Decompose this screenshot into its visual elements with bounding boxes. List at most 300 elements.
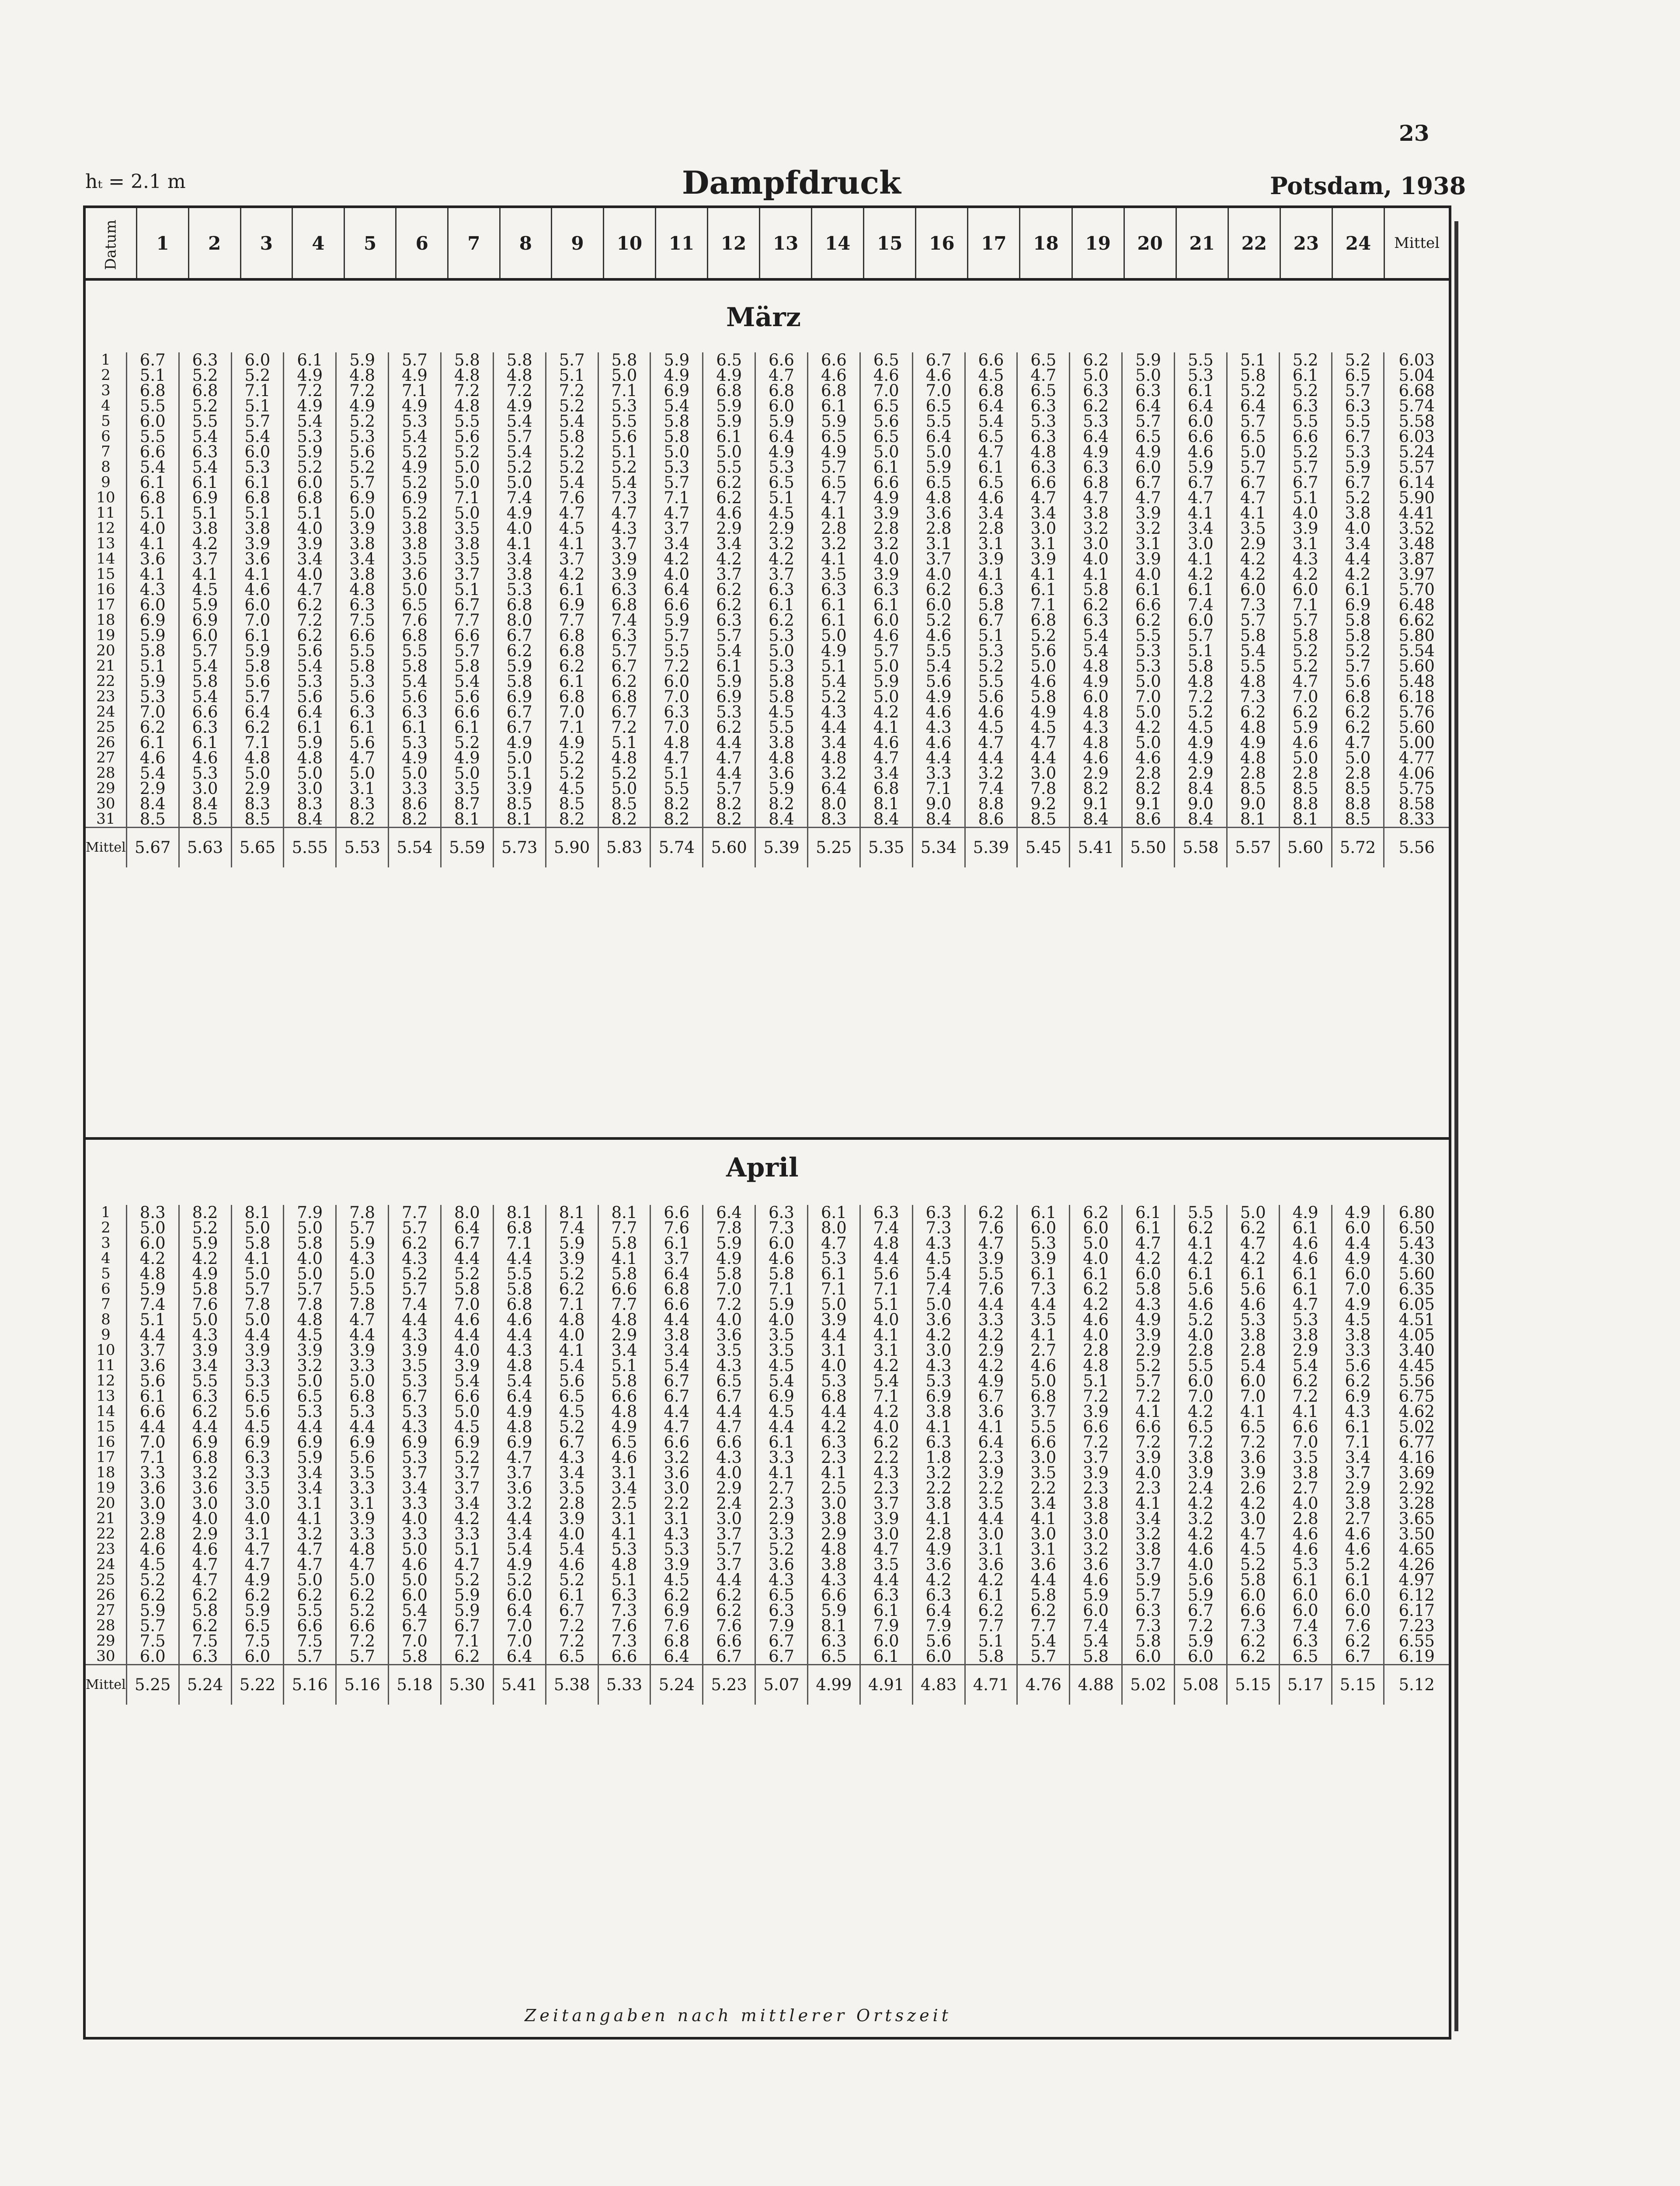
table-row <box>86 505 1449 521</box>
value-cell: 6.1 <box>389 720 441 735</box>
value-cell: 4.5 <box>1332 1312 1384 1327</box>
value-cell: 6.0 <box>1279 1587 1332 1603</box>
value-cell: 6.0 <box>912 597 965 613</box>
section-divider <box>86 1137 1449 1140</box>
value-cell: 5.5 <box>965 1266 1017 1281</box>
date-cell: 3 <box>86 383 126 398</box>
value-cell: 5.6 <box>912 674 965 689</box>
value-cell: 4.6 <box>1070 750 1122 766</box>
value-cell: 5.9 <box>860 674 912 689</box>
value-cell: 3.2 <box>1070 521 1122 536</box>
value-cell: 7.2 <box>441 383 493 398</box>
value-cell: 3.1 <box>231 1526 284 1542</box>
value-cell: 3.9 <box>860 1511 912 1526</box>
table-row <box>86 643 1449 658</box>
hourly-mean-cell: 5.33 <box>598 1665 650 1705</box>
value-cell: 4.9 <box>1227 735 1279 750</box>
daily-mean-cell: 5.60 <box>1398 1264 1435 1283</box>
value-cell: 5.2 <box>965 658 1017 674</box>
value-cell: 4.7 <box>1122 1236 1175 1251</box>
hourly-mean-cell: 5.38 <box>546 1665 598 1705</box>
value-cell: 5.0 <box>336 1266 389 1281</box>
value-cell: 4.2 <box>1174 1526 1227 1542</box>
value-cell: 5.6 <box>1332 674 1384 689</box>
value-cell: 8.2 <box>703 796 755 811</box>
value-cell: 7.9 <box>284 1205 336 1220</box>
value-cell: 6.1 <box>860 597 912 613</box>
value-cell: 8.3 <box>807 811 860 828</box>
daily-mean-cell: 5.43 <box>1398 1234 1435 1253</box>
date-cell: 15 <box>86 567 126 582</box>
value-cell: 4.8 <box>231 750 284 766</box>
value-cell: 5.6 <box>1174 1572 1227 1587</box>
value-cell: 2.9 <box>598 1327 650 1343</box>
value-cell: 4.5 <box>965 720 1017 735</box>
value-cell: 6.8 <box>126 383 179 398</box>
value-cell: 6.1 <box>126 1389 179 1404</box>
hour-header: 7 <box>448 208 500 279</box>
value-cell: 4.1 <box>860 720 912 735</box>
value-cell: 4.3 <box>389 1327 441 1343</box>
value-cell: 6.9 <box>546 597 598 613</box>
value-cell: 7.0 <box>126 704 179 720</box>
value-cell: 6.1 <box>336 720 389 735</box>
value-cell: 3.3 <box>336 1358 389 1373</box>
value-cell: 6.6 <box>703 1434 755 1450</box>
value-cell: 2.2 <box>965 1480 1017 1496</box>
value-cell: 8.0 <box>807 1220 860 1236</box>
value-cell: 4.6 <box>598 1450 650 1465</box>
date-cell: 13 <box>86 536 126 551</box>
place-year: Potsdam, 1938 <box>1270 172 1466 200</box>
value-cell: 7.8 <box>336 1205 389 1220</box>
hourly-mean-cell: 5.12 <box>1384 1665 1449 1705</box>
value-cell: 6.1 <box>546 1587 598 1603</box>
value-cell: 2.9 <box>1332 1480 1384 1496</box>
value-cell: 7.4 <box>1279 1618 1332 1633</box>
value-cell: 5.8 <box>389 1649 441 1665</box>
value-cell: 6.7 <box>755 1633 808 1649</box>
value-cell: 4.6 <box>493 1312 546 1327</box>
value-cell: 6.6 <box>179 704 231 720</box>
value-cell: 5.4 <box>1279 1358 1332 1373</box>
value-cell: 7.4 <box>860 1220 912 1236</box>
value-cell: 7.1 <box>441 490 493 505</box>
value-cell: 6.0 <box>1122 459 1175 475</box>
value-cell: 3.9 <box>336 1511 389 1526</box>
value-cell: 3.8 <box>912 1404 965 1419</box>
value-cell: 4.8 <box>860 1236 912 1251</box>
value-cell: 5.4 <box>1070 1633 1122 1649</box>
value-cell: 4.6 <box>1332 1542 1384 1557</box>
value-cell: 5.3 <box>1070 414 1122 429</box>
value-cell: 5.3 <box>807 1251 860 1266</box>
value-cell: 6.2 <box>1332 1633 1384 1649</box>
value-cell: 6.1 <box>284 352 336 368</box>
value-cell: 7.4 <box>912 1281 965 1297</box>
value-cell: 7.4 <box>1070 1618 1122 1633</box>
value-cell: 5.1 <box>755 490 808 505</box>
value-cell: 7.6 <box>650 1220 703 1236</box>
value-cell: 7.3 <box>598 490 650 505</box>
value-cell: 6.6 <box>598 1649 650 1665</box>
value-cell: 5.2 <box>1332 1557 1384 1572</box>
value-cell: 5.3 <box>807 1373 860 1389</box>
value-cell: 3.8 <box>912 1496 965 1511</box>
table-row <box>86 1281 1449 1297</box>
value-cell: 6.7 <box>1332 475 1384 490</box>
value-cell: 5.9 <box>284 735 336 750</box>
date-cell: 10 <box>86 490 126 505</box>
hour-header: 2 <box>188 208 240 279</box>
value-cell: 3.9 <box>807 1312 860 1327</box>
value-cell: 4.9 <box>912 1542 965 1557</box>
value-cell: 6.3 <box>1279 398 1332 414</box>
value-cell: 6.1 <box>860 459 912 475</box>
value-cell: 3.5 <box>389 551 441 567</box>
value-cell: 4.9 <box>389 459 441 475</box>
hourly-mean-cell: 5.07 <box>755 1665 808 1705</box>
value-cell: 5.2 <box>1227 383 1279 398</box>
value-cell: 3.4 <box>1122 1511 1175 1526</box>
value-cell: 5.7 <box>1332 658 1384 674</box>
value-cell: 6.3 <box>336 597 389 613</box>
value-cell: 5.3 <box>965 643 1017 658</box>
value-cell: 4.4 <box>965 1511 1017 1526</box>
value-cell: 3.3 <box>755 1450 808 1465</box>
value-cell: 5.7 <box>336 1649 389 1665</box>
value-cell: 3.4 <box>650 1343 703 1358</box>
hourly-mean-cell: 5.22 <box>231 1665 284 1705</box>
value-cell: 6.1 <box>1279 1220 1332 1236</box>
value-cell: 4.7 <box>1122 490 1175 505</box>
value-cell: 4.3 <box>912 720 965 735</box>
value-cell: 5.9 <box>703 674 755 689</box>
date-cell: 27 <box>86 1603 126 1618</box>
hourly-mean-cell: 5.90 <box>546 828 598 868</box>
value-cell: 5.1 <box>1174 643 1227 658</box>
daily-mean-cell: 5.48 <box>1398 672 1435 691</box>
value-cell: 7.1 <box>1332 1434 1384 1450</box>
value-cell: 7.2 <box>1070 1389 1122 1404</box>
value-cell: 4.8 <box>1227 750 1279 766</box>
value-cell: 4.7 <box>284 1557 336 1572</box>
value-cell: 4.3 <box>807 1572 860 1587</box>
value-cell: 2.3 <box>965 1450 1017 1465</box>
value-cell: 3.8 <box>1070 1496 1122 1511</box>
value-cell: 3.0 <box>1017 1450 1070 1465</box>
value-cell: 2.8 <box>1122 766 1175 781</box>
value-cell: 3.6 <box>912 1557 965 1572</box>
value-cell: 6.3 <box>807 1434 860 1450</box>
value-cell: 4.3 <box>389 1419 441 1434</box>
value-cell: 6.0 <box>912 1649 965 1665</box>
value-cell: 7.0 <box>650 689 703 704</box>
daily-mean-cell: 4.06 <box>1398 764 1435 783</box>
value-cell: 5.2 <box>336 459 389 475</box>
value-cell: 4.1 <box>912 1419 965 1434</box>
value-cell: 5.8 <box>179 1281 231 1297</box>
value-cell: 6.3 <box>650 704 703 720</box>
value-cell: 6.0 <box>493 1587 546 1603</box>
value-cell: 6.2 <box>284 1587 336 1603</box>
value-cell: 3.9 <box>126 1511 179 1526</box>
footer-note: Zeitangaben nach mittlerer Ortszeit <box>525 2006 952 2025</box>
value-cell: 6.4 <box>493 1603 546 1618</box>
hourly-mean-cell: 5.58 <box>1174 828 1227 868</box>
hourly-mean-cell: 5.17 <box>1279 1665 1332 1705</box>
date-cell: 14 <box>86 1404 126 1419</box>
value-cell: 4.6 <box>912 368 965 383</box>
daily-mean-cell: 3.50 <box>1398 1525 1435 1543</box>
value-cell: 5.3 <box>598 398 650 414</box>
value-cell: 5.8 <box>1017 689 1070 704</box>
value-cell: 4.8 <box>336 368 389 383</box>
table-row <box>86 521 1449 536</box>
value-cell: 6.1 <box>755 597 808 613</box>
value-cell: 6.7 <box>912 352 965 368</box>
value-cell: 2.6 <box>1227 1480 1279 1496</box>
value-cell: 6.1 <box>1227 1266 1279 1281</box>
value-cell: 5.4 <box>284 658 336 674</box>
value-cell: 6.2 <box>965 1205 1017 1220</box>
value-cell: 5.0 <box>860 444 912 459</box>
value-cell: 3.3 <box>231 1465 284 1480</box>
month-title-maerz: März <box>726 302 801 333</box>
value-cell: 6.6 <box>755 352 808 368</box>
value-cell: 4.7 <box>179 1572 231 1587</box>
hourly-mean-cell: 5.83 <box>598 828 650 868</box>
value-cell: 5.6 <box>860 1266 912 1281</box>
value-cell: 6.4 <box>493 1389 546 1404</box>
value-cell: 7.8 <box>231 1297 284 1312</box>
value-cell: 5.1 <box>965 628 1017 643</box>
value-cell: 3.6 <box>231 551 284 567</box>
value-cell: 4.7 <box>860 750 912 766</box>
value-cell: 4.6 <box>1174 1542 1227 1557</box>
date-cell: 11 <box>86 505 126 521</box>
value-cell: 5.0 <box>284 1266 336 1281</box>
value-cell: 6.2 <box>546 658 598 674</box>
value-cell: 5.8 <box>965 597 1017 613</box>
table-frame <box>83 205 1451 2040</box>
value-cell: 6.3 <box>755 582 808 597</box>
value-cell: 4.7 <box>1017 368 1070 383</box>
value-cell: 5.3 <box>284 429 336 444</box>
value-cell: 8.1 <box>860 796 912 811</box>
value-cell: 6.3 <box>1122 1603 1175 1618</box>
hourly-mean-cell: 5.02 <box>1122 1665 1175 1705</box>
value-cell: 5.3 <box>231 1373 284 1389</box>
value-cell: 3.4 <box>807 735 860 750</box>
value-cell: 7.2 <box>650 658 703 674</box>
value-cell: 3.8 <box>1174 1450 1227 1465</box>
value-cell: 2.4 <box>703 1496 755 1511</box>
value-cell: 5.5 <box>650 781 703 796</box>
value-cell: 3.9 <box>1017 1251 1070 1266</box>
value-cell: 8.2 <box>546 811 598 828</box>
value-cell: 5.4 <box>598 475 650 490</box>
value-cell: 6.8 <box>650 1633 703 1649</box>
daily-mean-cell: 6.55 <box>1398 1632 1435 1650</box>
value-cell: 4.0 <box>1332 521 1384 536</box>
value-cell: 5.2 <box>493 459 546 475</box>
value-cell: 4.0 <box>389 1511 441 1526</box>
value-cell: 6.8 <box>179 383 231 398</box>
value-cell: 7.2 <box>1174 689 1227 704</box>
daily-mean-cell: 3.65 <box>1398 1509 1435 1528</box>
table-row <box>86 1633 1449 1649</box>
value-cell: 3.4 <box>493 1526 546 1542</box>
value-cell: 5.6 <box>389 689 441 704</box>
value-cell: 5.6 <box>126 1373 179 1389</box>
value-cell: 5.4 <box>965 414 1017 429</box>
value-cell: 5.0 <box>598 781 650 796</box>
value-cell: 6.1 <box>1279 1266 1332 1281</box>
value-cell: 3.0 <box>860 1526 912 1542</box>
value-cell: 4.4 <box>179 1419 231 1434</box>
value-cell: 6.0 <box>860 1633 912 1649</box>
value-cell: 3.7 <box>493 1465 546 1480</box>
value-cell: 4.8 <box>807 1542 860 1557</box>
value-cell: 5.3 <box>755 658 808 674</box>
value-cell: 4.5 <box>441 1419 493 1434</box>
value-cell: 4.8 <box>336 582 389 597</box>
value-cell: 6.5 <box>912 398 965 414</box>
value-cell: 3.2 <box>807 766 860 781</box>
value-cell: 5.2 <box>755 1542 808 1557</box>
hourly-mean-cell: 5.41 <box>493 1665 546 1705</box>
value-cell: 6.3 <box>965 582 1017 597</box>
value-cell: 4.7 <box>284 582 336 597</box>
table-row <box>86 444 1449 459</box>
daily-mean-cell: 5.24 <box>1398 442 1435 461</box>
value-cell: 5.4 <box>650 398 703 414</box>
value-cell: 6.8 <box>650 1281 703 1297</box>
table-row <box>86 398 1449 414</box>
value-cell: 6.5 <box>1122 429 1175 444</box>
value-cell: 7.7 <box>546 613 598 628</box>
value-cell: 8.8 <box>1279 796 1332 811</box>
page-number: 23 <box>1399 120 1430 146</box>
value-cell: 4.7 <box>965 735 1017 750</box>
table-row <box>86 536 1449 551</box>
value-cell: 5.3 <box>126 689 179 704</box>
date-cell: 26 <box>86 1587 126 1603</box>
value-cell: 6.0 <box>1174 1649 1227 1665</box>
value-cell: 4.5 <box>650 1572 703 1587</box>
value-cell: 5.2 <box>546 750 598 766</box>
value-cell: 3.1 <box>965 536 1017 551</box>
value-cell: 6.4 <box>807 781 860 796</box>
value-cell: 5.9 <box>755 1297 808 1312</box>
value-cell: 4.8 <box>441 398 493 414</box>
value-cell: 5.8 <box>441 1281 493 1297</box>
hourly-mean-cell: 5.35 <box>860 828 912 868</box>
value-cell: 4.6 <box>965 704 1017 720</box>
table-row <box>86 766 1449 781</box>
value-cell: 7.0 <box>546 704 598 720</box>
value-cell: 8.1 <box>807 1618 860 1633</box>
value-cell: 4.4 <box>650 1312 703 1327</box>
value-cell: 6.8 <box>546 643 598 658</box>
value-cell: 3.5 <box>441 551 493 567</box>
value-cell: 3.8 <box>650 1327 703 1343</box>
value-cell: 5.7 <box>1017 1649 1070 1665</box>
value-cell: 4.8 <box>1070 658 1122 674</box>
value-cell: 6.5 <box>1017 352 1070 368</box>
value-cell: 4.6 <box>179 750 231 766</box>
value-cell: 6.1 <box>231 628 284 643</box>
value-cell: 3.8 <box>493 567 546 582</box>
value-cell: 7.7 <box>598 1297 650 1312</box>
value-cell: 6.3 <box>860 1587 912 1603</box>
value-cell: 5.2 <box>1279 444 1332 459</box>
table-row <box>86 1220 1449 1236</box>
value-cell: 4.2 <box>1227 1251 1279 1266</box>
value-cell: 3.7 <box>441 1465 493 1480</box>
value-cell: 5.8 <box>1070 1649 1122 1665</box>
value-cell: 5.7 <box>493 429 546 444</box>
value-cell: 4.0 <box>860 551 912 567</box>
value-cell: 2.8 <box>1332 766 1384 781</box>
value-cell: 6.6 <box>1122 1419 1175 1434</box>
date-cell: 5 <box>86 414 126 429</box>
value-cell: 4.5 <box>755 1358 808 1373</box>
value-cell: 5.7 <box>284 1281 336 1297</box>
table-row <box>86 459 1449 475</box>
value-cell: 5.5 <box>179 414 231 429</box>
hour-header: 8 <box>500 208 552 279</box>
table-row <box>86 1297 1449 1312</box>
value-cell: 6.6 <box>441 628 493 643</box>
hour-header: 16 <box>916 208 968 279</box>
hour-header: 11 <box>655 208 707 279</box>
value-cell: 5.3 <box>1017 1236 1070 1251</box>
hour-header: 4 <box>292 208 344 279</box>
value-cell: 4.6 <box>546 1557 598 1572</box>
value-cell: 4.2 <box>965 1327 1017 1343</box>
value-cell: 5.8 <box>336 658 389 674</box>
value-cell: 6.8 <box>755 383 808 398</box>
table-row <box>86 475 1449 490</box>
table-row <box>86 1266 1449 1281</box>
value-cell: 3.9 <box>1279 521 1332 536</box>
date-cell: 19 <box>86 628 126 643</box>
value-cell: 4.8 <box>284 1312 336 1327</box>
value-cell: 6.3 <box>1070 383 1122 398</box>
daily-mean-cell: 6.19 <box>1398 1647 1435 1666</box>
hourly-mean-cell: 5.74 <box>650 828 703 868</box>
value-cell: 6.1 <box>1279 1572 1332 1587</box>
value-cell: 3.9 <box>598 567 650 582</box>
daily-mean-cell: 6.03 <box>1398 427 1435 446</box>
value-cell: 6.7 <box>1174 475 1227 490</box>
value-cell: 3.7 <box>1070 1450 1122 1465</box>
value-cell: 6.6 <box>126 444 179 459</box>
value-cell: 3.9 <box>389 1343 441 1358</box>
value-cell: 3.0 <box>650 1480 703 1496</box>
value-cell: 3.8 <box>1070 505 1122 521</box>
value-cell: 6.3 <box>389 704 441 720</box>
value-cell: 5.9 <box>284 1450 336 1465</box>
value-cell: 4.7 <box>1332 735 1384 750</box>
value-cell: 3.9 <box>965 551 1017 567</box>
value-cell: 4.7 <box>1017 735 1070 750</box>
value-cell: 6.0 <box>126 414 179 429</box>
date-cell: 20 <box>86 643 126 658</box>
value-cell: 5.0 <box>336 1373 389 1389</box>
